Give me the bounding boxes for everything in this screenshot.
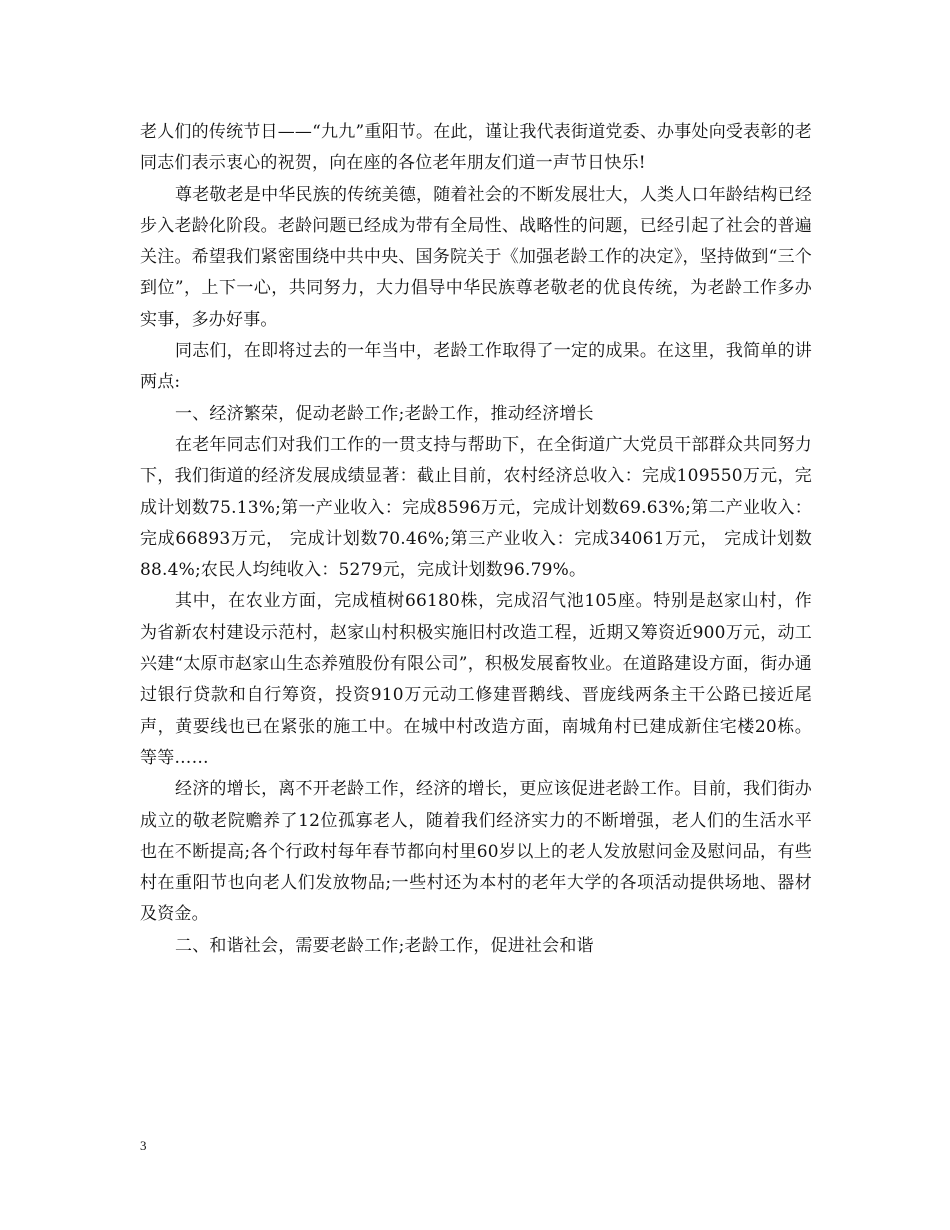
document-body [140, 117, 812, 962]
section-heading-one: 一、经济繁荣，促动老龄工作;老龄工作，推动经济增长 [175, 403, 594, 424]
section-heading-two: 二、和谐社会，需要老龄工作;老龄工作，促进社会和谐 [175, 935, 594, 956]
paragraph-continuation: 老人们的传统节日——“九九”重阳节。在此，谨让我代表街道党委、办事处向受表彰的老同志们表示衷心的祝贺，向在座的各位老年朋友们道一声节日快乐! [140, 122, 812, 174]
paragraph-economy-elderly: 经济的增长，离不开老龄工作，经济的增长，更应该促进老龄工作。目前，我们街办成立的敬老院赡养了12位孤寡老人，随着我们经济实力的不断增强，老人们的生活水平也在不断提高;各个行政村每年春节都向村里60岁以上的老人发放慰问金及慰问品，有些村在重阳节也向老人们发放物品;一些村还为本村的老年大学的各项活动提供场地、器材及资金。 [140, 779, 812, 925]
paragraph-intro-two-points: 同志们，在即将过去的一年当中，老龄工作取得了一定的成果。在这里，我简单的讲两点: [140, 341, 812, 393]
paragraph-economic-results: 在老年同志们对我们工作的一贯支持与帮助下，在全街道广大党员干部群众共同努力下，我们街道的经济发展成绩显著：截止目前，农村经济总收入：完成109550万元，完成计划数75.13%;第一产业收入：完成8596万元，完成计划数69.63%;第二产业收入：完成66893万元， 完成计划数70.46%;第三产业收入：完成34061万元， 完成计划数88.4%;农民人均纯收入：5279元，完成计划数96.79%。 [140, 434, 812, 581]
paragraph-respect-elderly: 尊老敬老是中华民族的传统美德，随着社会的不断发展壮大，人类人口年龄结构已经步入老龄化阶段。老龄问题已经成为带有全局性、战略性的问题，已经引起了社会的普遍关注。希望我们紧密围绕中共中央、国务院关于《加强老龄工作的决定》，坚持做到“三个到位”，上下一心，共同努力，大力倡导中华民族尊老敬老的优良传统，为老龄工作多办实事，多办好事。 [140, 184, 812, 330]
paragraph-agriculture: 其中，在农业方面，完成植树66180株，完成沼气池105座。特别是赵家山村，作为省新农村建设示范村，赵家山村积极实施旧村改造工程，近期又筹资近900万元，动工兴建“太原市赵家山生态养殖股份有限公司”，积极发展畜牧业。在道路建设方面，街办通过银行贷款和自行筹资，投资910万元动工修建晋鹅线、晋庞线两条主干公路已接近尾声，黄要线也已在紧张的施工中。在城中村改造方面，南城角村已建成新住宅楼20栋。等等…… [140, 591, 812, 768]
page-number: 3 [140, 1138, 147, 1153]
